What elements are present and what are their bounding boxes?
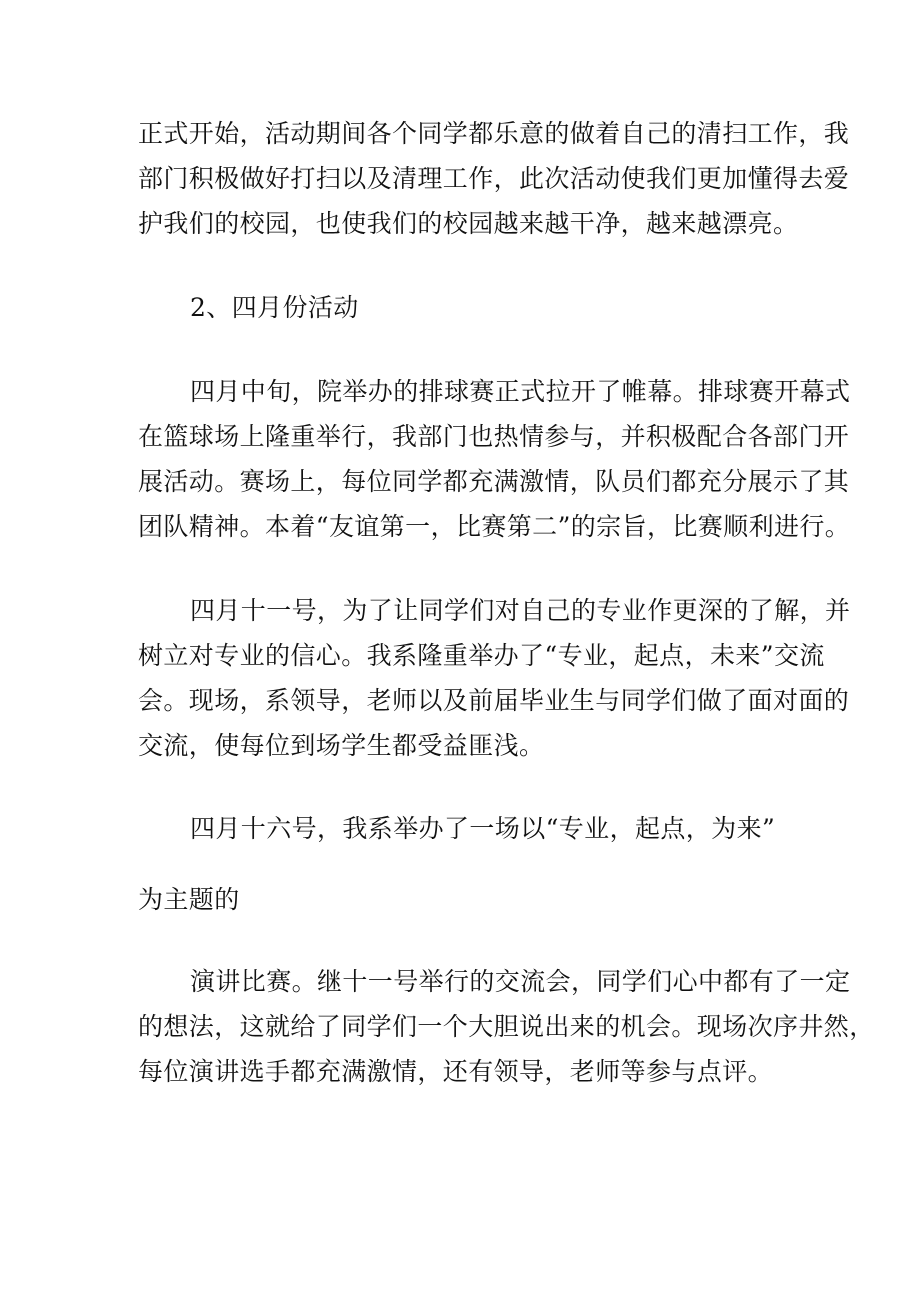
paragraph-5-line-1: 为主题的	[138, 885, 240, 914]
paragraph-1-line-2: 部门积极做好打扫以及清理工作，此次活动使我们更加懂得去爱	[138, 164, 850, 193]
paragraph-3-line-3: 会。现场，系领导，老师以及前届毕业生与同学们做了面对面的	[138, 686, 850, 715]
paragraph-1-line-3: 护我们的校园，也使我们的校园越来越干净，越来越漂亮。	[138, 209, 799, 238]
paragraph-3-line-1: 四月十一号，为了让同学们对自己的专业作更深的了解，并	[190, 596, 851, 625]
section-heading-april-activities: 2、四月份活动	[190, 293, 359, 322]
paragraph-6-line-3: 每位演讲选手都充满激情，还有领导，老师等参与点评。	[138, 1057, 774, 1086]
paragraph-4-line-1: 四月十六号，我系举办了一场以“专业，起点，为来”	[190, 814, 776, 843]
paragraph-1-line-1: 正式开始，活动期间各个同学都乐意的做着自己的清扫工作，我	[138, 119, 850, 148]
paragraph-3-line-4: 交流，使每位到场学生都受益匪浅。	[138, 731, 545, 760]
paragraph-6-line-1: 演讲比赛。继十一号举行的交流会，同学们心中都有了一定	[190, 967, 851, 996]
paragraph-2-line-1: 四月中旬，院举办的排球赛正式拉开了帷幕。排球赛开幕式	[190, 377, 851, 406]
paragraph-6-line-2: 的想法，这就给了同学们一个大胆说出来的机会。现场次序井然，	[138, 1012, 875, 1041]
paragraph-2-line-3: 展活动。赛场上，每位同学都充满激情，队员们都充分展示了其	[138, 467, 850, 496]
paragraph-3-line-2: 树立对专业的信心。我系隆重举办了“专业，起点，未来”交流	[138, 641, 825, 670]
paragraph-2-line-4: 团队精神。本着“友谊第一，比赛第二”的宗旨，比赛顺利进行。	[138, 512, 851, 541]
paragraph-2-line-2: 在篮球场上隆重举行，我部门也热情参与，并积极配合各部门开	[138, 422, 850, 451]
